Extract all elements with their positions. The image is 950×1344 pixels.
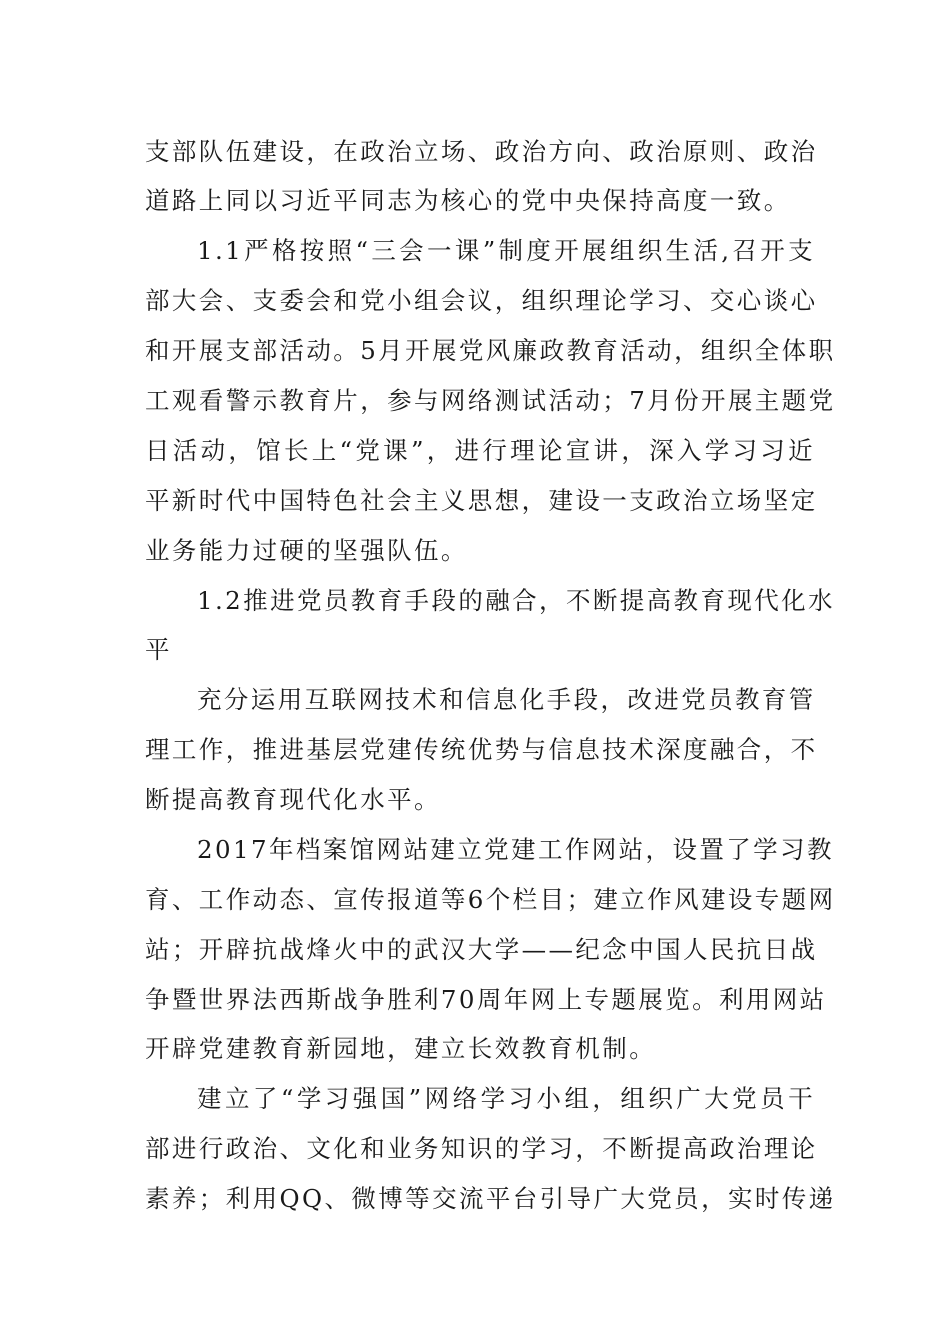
text-line: 育、工作动态、宣传报道等6个栏目；建立作风建设专题网 bbox=[145, 885, 836, 914]
text-line: 部进行政治、文化和业务知识的学习，不断提高政治理论 bbox=[145, 1134, 818, 1163]
text-line: 2017年档案馆网站建立党建工作网站，设置了学习教 bbox=[197, 835, 834, 864]
text-line: 争暨世界法西斯战争胜利70周年网上专题展览。利用网站 bbox=[145, 985, 827, 1014]
text-line: 道路上同以习近平同志为核心的党中央保持高度一致。 bbox=[145, 186, 791, 215]
text-line: 平新时代中国特色社会主义思想，建设一支政治立场坚定 bbox=[145, 486, 818, 515]
text-line: 工观看警示教育片，参与网络测试活动；7月份开展主题党 bbox=[145, 386, 836, 415]
text-line: 1.1严格按照“三会一课”制度开展组织生活,召开支 bbox=[197, 236, 815, 265]
text-line: 平 bbox=[145, 635, 172, 664]
text-line: 充分运用互联网技术和信息化手段，改进党员教育管 bbox=[197, 685, 816, 714]
text-line: 1.2推进党员教育手段的融合，不断提高教育现代化水 bbox=[197, 586, 835, 615]
text-line: 业务能力过硬的坚强队伍。 bbox=[145, 536, 468, 565]
text-line: 站；开辟抗战烽火中的武汉大学——纪念中国人民抗日战 bbox=[145, 935, 818, 964]
text-line: 建立了“学习强国”网络学习小组，组织广大党员干 bbox=[197, 1084, 815, 1113]
text-line: 和开展支部活动。5月开展党风廉政教育活动，组织全体职 bbox=[145, 336, 836, 365]
text-line: 开辟党建教育新园地，建立长效教育机制。 bbox=[145, 1034, 657, 1063]
text-line: 素养；利用QQ、微博等交流平台引导广大党员，实时传递 bbox=[145, 1184, 836, 1213]
text-line: 支部队伍建设，在政治立场、政治方向、政治原则、政治 bbox=[145, 137, 818, 166]
text-line: 断提高教育现代化水平。 bbox=[145, 785, 441, 814]
text-line: 日活动，馆长上“党课”，进行理论宣讲，深入学习习近 bbox=[145, 436, 815, 465]
text-line: 部大会、支委会和党小组会议，组织理论学习、交心谈心 bbox=[145, 286, 818, 315]
text-line: 理工作，推进基层党建传统优势与信息技术深度融合，不 bbox=[145, 735, 818, 764]
